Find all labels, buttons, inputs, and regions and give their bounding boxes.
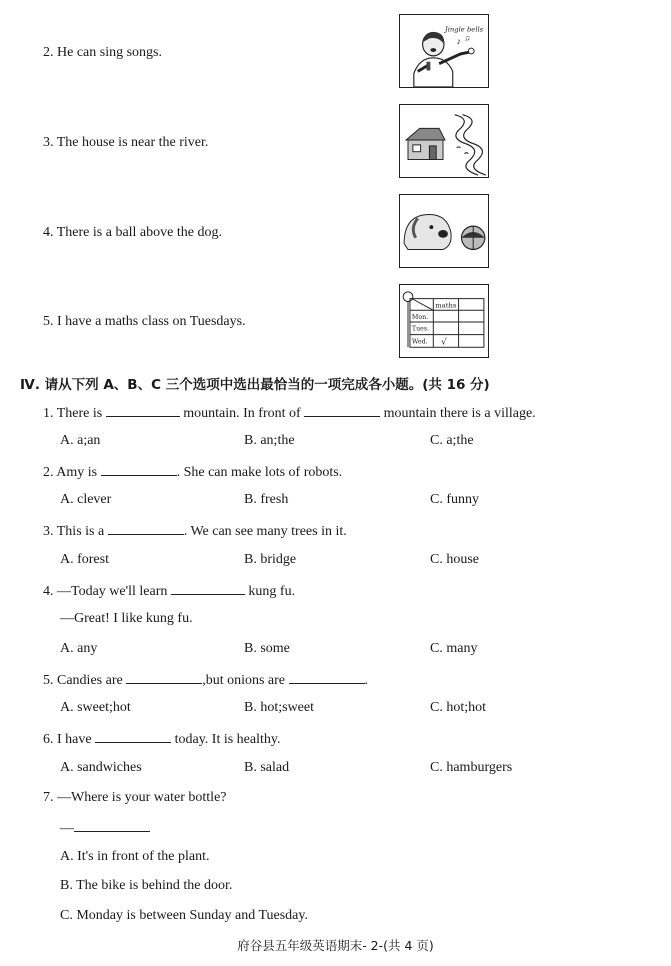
- jingle-bells-caption: Jingle bells: [444, 25, 484, 34]
- statement-3: 3. The house is near the river.: [43, 135, 209, 150]
- timetable-row-mon: Mon.: [411, 314, 429, 322]
- option-c[interactable]: C. hamburgers: [430, 760, 513, 775]
- answer-blank[interactable]: [74, 819, 150, 832]
- timetable-row-tues: Tues.: [411, 325, 430, 333]
- question-7-answer-line: —: [60, 819, 150, 837]
- option-b[interactable]: B. bridge: [244, 552, 297, 567]
- option-a[interactable]: A. a;an: [60, 433, 101, 448]
- question-3: 3. This is a . We can see many trees in it.: [43, 524, 347, 539]
- answer-blank[interactable]: [289, 671, 365, 684]
- option-c[interactable]: C. funny: [430, 492, 479, 507]
- question-6: 6. I have today. It is healthy.: [43, 732, 281, 747]
- dog-ball-picture: [399, 194, 489, 268]
- svg-text:♫: ♫: [464, 33, 471, 43]
- option-a[interactable]: A. forest: [60, 552, 109, 567]
- option-a[interactable]: A. any: [60, 641, 98, 656]
- svg-text:♪: ♪: [456, 36, 462, 47]
- option-c[interactable]: C. many: [430, 641, 478, 656]
- option-b[interactable]: B. hot;sweet: [244, 700, 314, 715]
- answer-blank[interactable]: [95, 730, 171, 743]
- answer-blank[interactable]: [101, 463, 177, 476]
- answer-blank[interactable]: [106, 404, 180, 417]
- option-a[interactable]: A. It's in front of the plant.: [60, 849, 210, 864]
- option-a[interactable]: A. sweet;hot: [60, 700, 131, 715]
- statement-2: 2. He can sing songs.: [43, 45, 162, 60]
- option-b[interactable]: B. some: [244, 641, 290, 656]
- option-a[interactable]: A. clever: [60, 492, 112, 507]
- section-iv-title: Ⅳ. 请从下列 A、B、C 三个选项中选出最恰当的一项完成各小题。(共 16 分): [20, 377, 490, 393]
- option-b[interactable]: B. an;the: [244, 433, 295, 448]
- house-river-picture: [399, 104, 489, 178]
- timetable-row-wed: Wed.: [411, 338, 428, 346]
- question-2: 2. Amy is . She can make lots of robots.: [43, 465, 343, 480]
- answer-blank[interactable]: [126, 671, 202, 684]
- answer-blank[interactable]: [108, 522, 184, 535]
- statement-4: 4. There is a ball above the dog.: [43, 225, 222, 240]
- option-c[interactable]: C. Monday is between Sunday and Tuesday.: [60, 908, 308, 923]
- option-b[interactable]: B. fresh: [244, 492, 289, 507]
- option-a[interactable]: A. sandwiches: [60, 760, 142, 775]
- answer-blank[interactable]: [171, 582, 245, 595]
- option-b[interactable]: B. The bike is behind the door.: [60, 878, 233, 893]
- question-1: 1. There is mountain. In front of mountain there is a village.: [43, 406, 536, 421]
- timetable-header-maths: maths: [435, 301, 457, 310]
- singing-boy-picture: [399, 14, 489, 88]
- statement-5: 5. I have a maths class on Tuesdays.: [43, 314, 246, 329]
- question-7: 7. —Where is your water bottle?: [43, 790, 227, 805]
- question-4: 4. —Today we'll learn kung fu.: [43, 584, 296, 599]
- option-c[interactable]: C. hot;hot: [430, 700, 487, 715]
- option-c[interactable]: C. a;the: [430, 433, 474, 448]
- question-4-reply: —Great! I like kung fu.: [60, 611, 193, 626]
- timetable-picture: [399, 284, 489, 358]
- option-c[interactable]: C. house: [430, 552, 479, 567]
- answer-blank[interactable]: [304, 404, 380, 417]
- option-b[interactable]: B. salad: [244, 760, 290, 775]
- page-footer: 府谷县五年级英语期末- 2-(共 4 页): [237, 938, 434, 953]
- question-5: 5. Candies are ,but onions are .: [43, 673, 369, 688]
- check-mark-icon: √: [441, 337, 447, 348]
